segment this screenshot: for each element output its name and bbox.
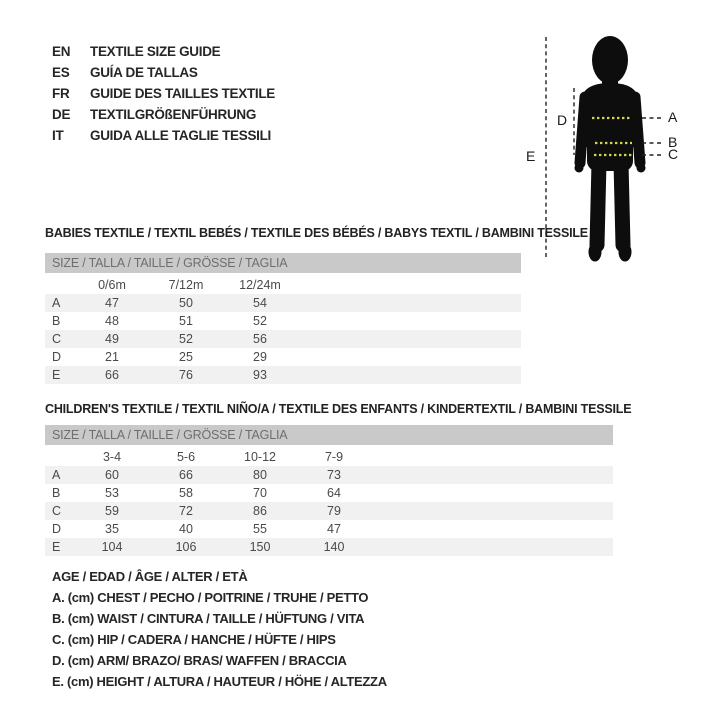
- children-table-title: CHILDREN'S TEXTILE / TEXTIL NIÑO/A / TEXTILE DES ENFANTS / KINDERTEXTIL / BAMBINI TESSILE: [45, 402, 632, 416]
- arm-label: D: [557, 112, 568, 128]
- babies-size-table: [45, 226, 588, 384]
- legend-item-waist: B. (cm) WAIST / CINTURA / TAILLE / HÜFTUNG / VITA: [52, 611, 365, 626]
- row-label: E: [52, 368, 61, 382]
- table-row: [45, 294, 521, 312]
- silhouette-left-foot: [589, 243, 602, 262]
- language-row: [52, 62, 275, 83]
- table-column-header-row: [45, 276, 521, 294]
- chest-label: A: [668, 109, 678, 125]
- table-cell: 52: [253, 314, 267, 328]
- silhouette-right-arm: [635, 97, 640, 163]
- legend-item-chest: A. (cm) CHEST / PECHO / POITRINE / TRUHE / PETTO: [52, 590, 369, 605]
- column-header: 3-4: [102, 450, 122, 464]
- silhouette-left-leg: [597, 163, 599, 245]
- table-row: [45, 484, 613, 502]
- table-cell: 52: [179, 332, 193, 346]
- silhouette-right-hand: [637, 164, 646, 173]
- table-column-header-row: [45, 448, 613, 466]
- language-row: [52, 83, 275, 104]
- silhouette-left-arm: [580, 97, 585, 163]
- table-cell: 104: [101, 540, 123, 554]
- table-cell: 72: [179, 504, 193, 518]
- table-cell: 40: [179, 522, 193, 536]
- table-cell: 150: [249, 540, 271, 554]
- language-row: [52, 41, 275, 62]
- table-cell: 80: [253, 468, 267, 482]
- language-code: EN: [52, 44, 71, 59]
- table-cell: 58: [179, 486, 193, 500]
- legend-item-arm: D. (cm) ARM/ BRAZO/ BRAS/ WAFFEN / BRACCIA: [52, 653, 347, 668]
- table-cell: 56: [253, 332, 267, 346]
- legend-item-hip: C. (cm) HIP / CADERA / HANCHE / HÜFTE / HIPS: [52, 632, 336, 647]
- language-list: [52, 41, 275, 146]
- table-cell: 60: [105, 468, 119, 482]
- table-cell: 48: [105, 314, 119, 328]
- language-code: IT: [52, 128, 64, 143]
- table-cell: 106: [175, 540, 197, 554]
- row-label: B: [52, 314, 61, 328]
- table-cell: 35: [105, 522, 119, 536]
- table-cell: 76: [179, 368, 193, 382]
- row-label: E: [52, 540, 61, 554]
- column-header: 5-6: [176, 450, 196, 464]
- table-row: [45, 366, 521, 384]
- column-header: 7-9: [324, 450, 344, 464]
- language-code: ES: [52, 65, 70, 80]
- language-title: TEXTILGRÖßENFÜHRUNG: [90, 107, 257, 122]
- column-header: 12/24m: [239, 278, 281, 292]
- table-cell: 79: [327, 504, 341, 518]
- language-row: [52, 104, 275, 125]
- table-cell: 73: [327, 468, 341, 482]
- babies-table-title: BABIES TEXTILE / TEXTIL BEBÉS / TEXTILE DES BÉBÉS / BABYS TEXTIL / BAMBINI TESSILE: [45, 226, 588, 240]
- measurement-legend: [52, 566, 387, 692]
- column-header: 10-12: [244, 450, 276, 464]
- row-label: D: [52, 522, 62, 536]
- language-title: GUÍA DE TALLAS: [90, 65, 198, 80]
- silhouette-right-leg: [621, 163, 623, 245]
- legend-age-line: AGE / EDAD / ÂGE / ALTER / ETÀ: [52, 569, 248, 584]
- table-cell: 53: [105, 486, 119, 500]
- size-header-bar: SIZE / TALLA / TAILLE / GRÖSSE / TAGLIA: [45, 425, 613, 445]
- table-cell: 59: [105, 504, 119, 518]
- table-cell: 47: [105, 296, 119, 310]
- table-row: [45, 348, 521, 366]
- silhouette-left-hand: [575, 164, 584, 173]
- size-header-bar: SIZE / TALLA / TAILLE / GRÖSSE / TAGLIA: [45, 253, 521, 273]
- row-label: A: [52, 296, 61, 310]
- table-cell: 86: [253, 504, 267, 518]
- row-label: D: [52, 350, 62, 364]
- table-row: [45, 312, 521, 330]
- waist-label: B: [668, 134, 678, 150]
- table-cell: 70: [253, 486, 267, 500]
- table-cell: 64: [327, 486, 341, 500]
- language-row: [52, 125, 275, 146]
- column-header: 7/12m: [168, 278, 204, 292]
- language-title: GUIDE DES TAILLES TEXTILE: [90, 86, 276, 101]
- row-label: B: [52, 486, 61, 500]
- table-cell: 21: [105, 350, 119, 364]
- language-code: DE: [52, 107, 71, 122]
- column-header-spacer: [45, 448, 75, 466]
- language-title: TEXTILE SIZE GUIDE: [90, 44, 221, 59]
- table-row: [45, 466, 613, 484]
- language-title: GUIDA ALLE TAGLIE TESSILI: [90, 128, 271, 143]
- table-cell: 93: [253, 368, 267, 382]
- table-cell: 140: [323, 540, 345, 554]
- silhouette-right-foot: [619, 243, 632, 262]
- row-label: C: [52, 332, 62, 346]
- row-label: C: [52, 504, 62, 518]
- table-cell: 55: [253, 522, 267, 536]
- column-header-spacer: [45, 276, 75, 294]
- table-row: [45, 520, 613, 538]
- table-cell: 51: [179, 314, 193, 328]
- table-cell: 66: [179, 468, 193, 482]
- hip-label: C: [668, 146, 679, 162]
- table-cell: 47: [327, 522, 341, 536]
- table-row: [45, 330, 521, 348]
- table-cell: 54: [253, 296, 267, 310]
- table-row: [45, 502, 613, 520]
- column-header: 0/6m: [98, 278, 126, 292]
- children-size-table: [45, 402, 632, 556]
- table-cell: 50: [179, 296, 193, 310]
- legend-item-height: E. (cm) HEIGHT / ALTURA / HAUTEUR / HÖHE / ALTEZZA: [52, 674, 387, 689]
- table-cell: 29: [253, 350, 267, 364]
- table-row: [45, 538, 613, 556]
- table-cell: 49: [105, 332, 119, 346]
- language-code: FR: [52, 86, 70, 101]
- row-label: A: [52, 468, 61, 482]
- table-cell: 25: [179, 350, 193, 364]
- table-cell: 66: [105, 368, 119, 382]
- height-label: E: [526, 148, 536, 164]
